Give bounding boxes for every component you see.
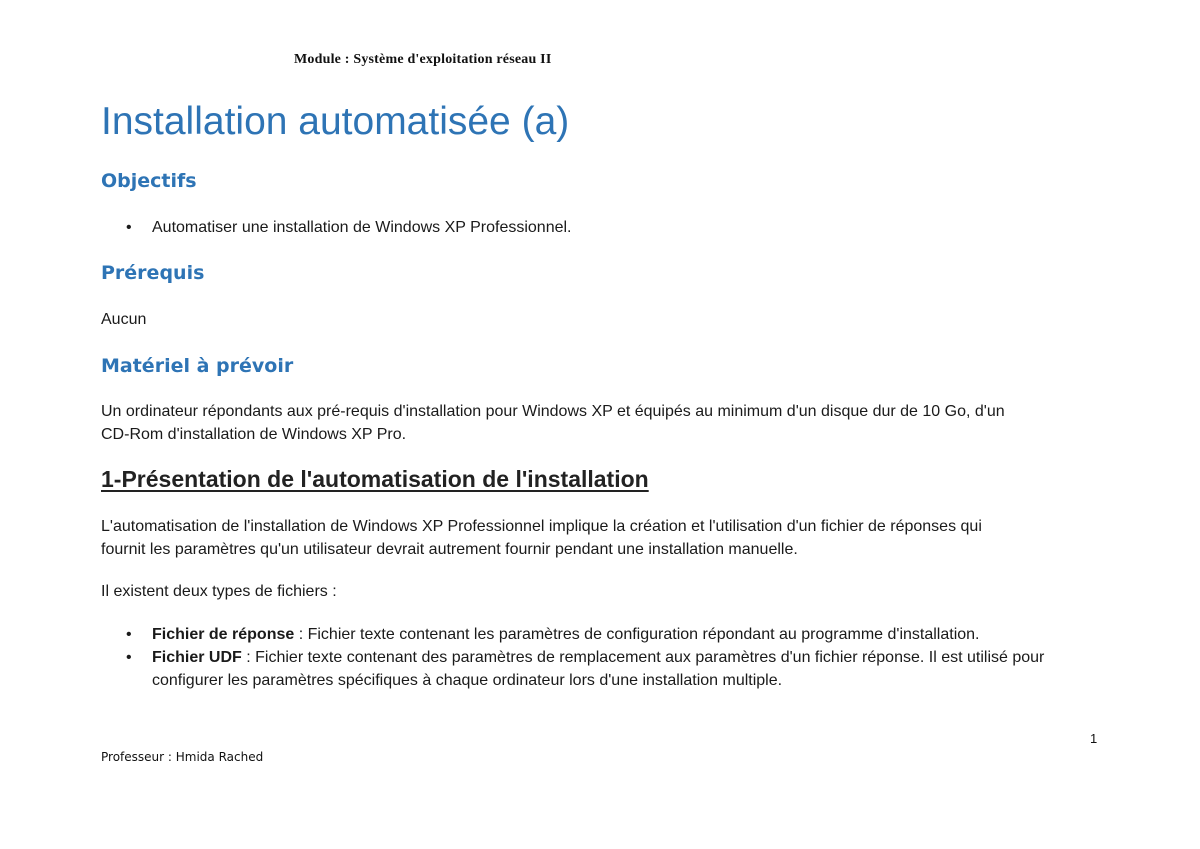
objectif-text: Automatiser une installation de Windows XP Professionnel. [152, 219, 572, 236]
bullet-icon: • [126, 219, 132, 236]
type-description: : Fichier texte contenant les paramètres de configuration répondant au programme d'installation. [294, 626, 980, 643]
materiel-paragraph [101, 400, 1111, 446]
materiel-heading: Matériel à prévoir [101, 355, 294, 377]
objectifs-list [101, 216, 1112, 239]
type-term: Fichier UDF [152, 649, 242, 666]
footer-name: Hmida Rached [171, 750, 264, 764]
materiel-line: CD-Rom d'installation de Windows XP Pro. [101, 426, 407, 443]
intro-line: fournit les paramètres qu'un utilisateur devrait autrement fournir pendant une installation manuelle. [101, 541, 798, 558]
page-number: 1 [1090, 731, 1098, 746]
prerequis-text: Aucun [101, 311, 147, 328]
document-title: Installation automatisée (a) [101, 100, 570, 143]
types-intro: Il existent deux types de fichiers : [101, 583, 337, 600]
section-title: 1-Présentation de l'automatisation de l'installation [101, 466, 649, 492]
list-item [101, 216, 1112, 239]
objectifs-heading: Objectifs [101, 170, 197, 192]
intro-line: L'automatisation de l'installation de Windows XP Professionnel implique la création et l'utilisation d'un fichier de réponses qui [101, 518, 982, 535]
list-item [101, 623, 1112, 646]
prerequis-heading: Prérequis [101, 262, 205, 284]
bullet-icon: • [126, 649, 132, 666]
footer [101, 750, 263, 764]
materiel-line: Un ordinateur répondants aux pré-requis d'installation pour Windows XP et équipés au minimum d'un disque dur de 10 Go, d'un [101, 403, 1005, 420]
intro-paragraph [101, 515, 1111, 561]
footer-label: Professeur : [101, 750, 172, 764]
type-description: : Fichier texte contenant des paramètres de remplacement aux paramètres d'un fichier réponse. Il est utilisé pour configurer les paramètres spécifiques à chaque ordinateur lors d'une installation multiple. [152, 649, 1045, 689]
module-header: Module : Système d'exploitation réseau II [294, 52, 552, 67]
types-list [101, 623, 1112, 692]
type-term: Fichier de réponse [152, 626, 295, 643]
list-item [101, 646, 1112, 692]
bullet-icon: • [126, 626, 132, 643]
